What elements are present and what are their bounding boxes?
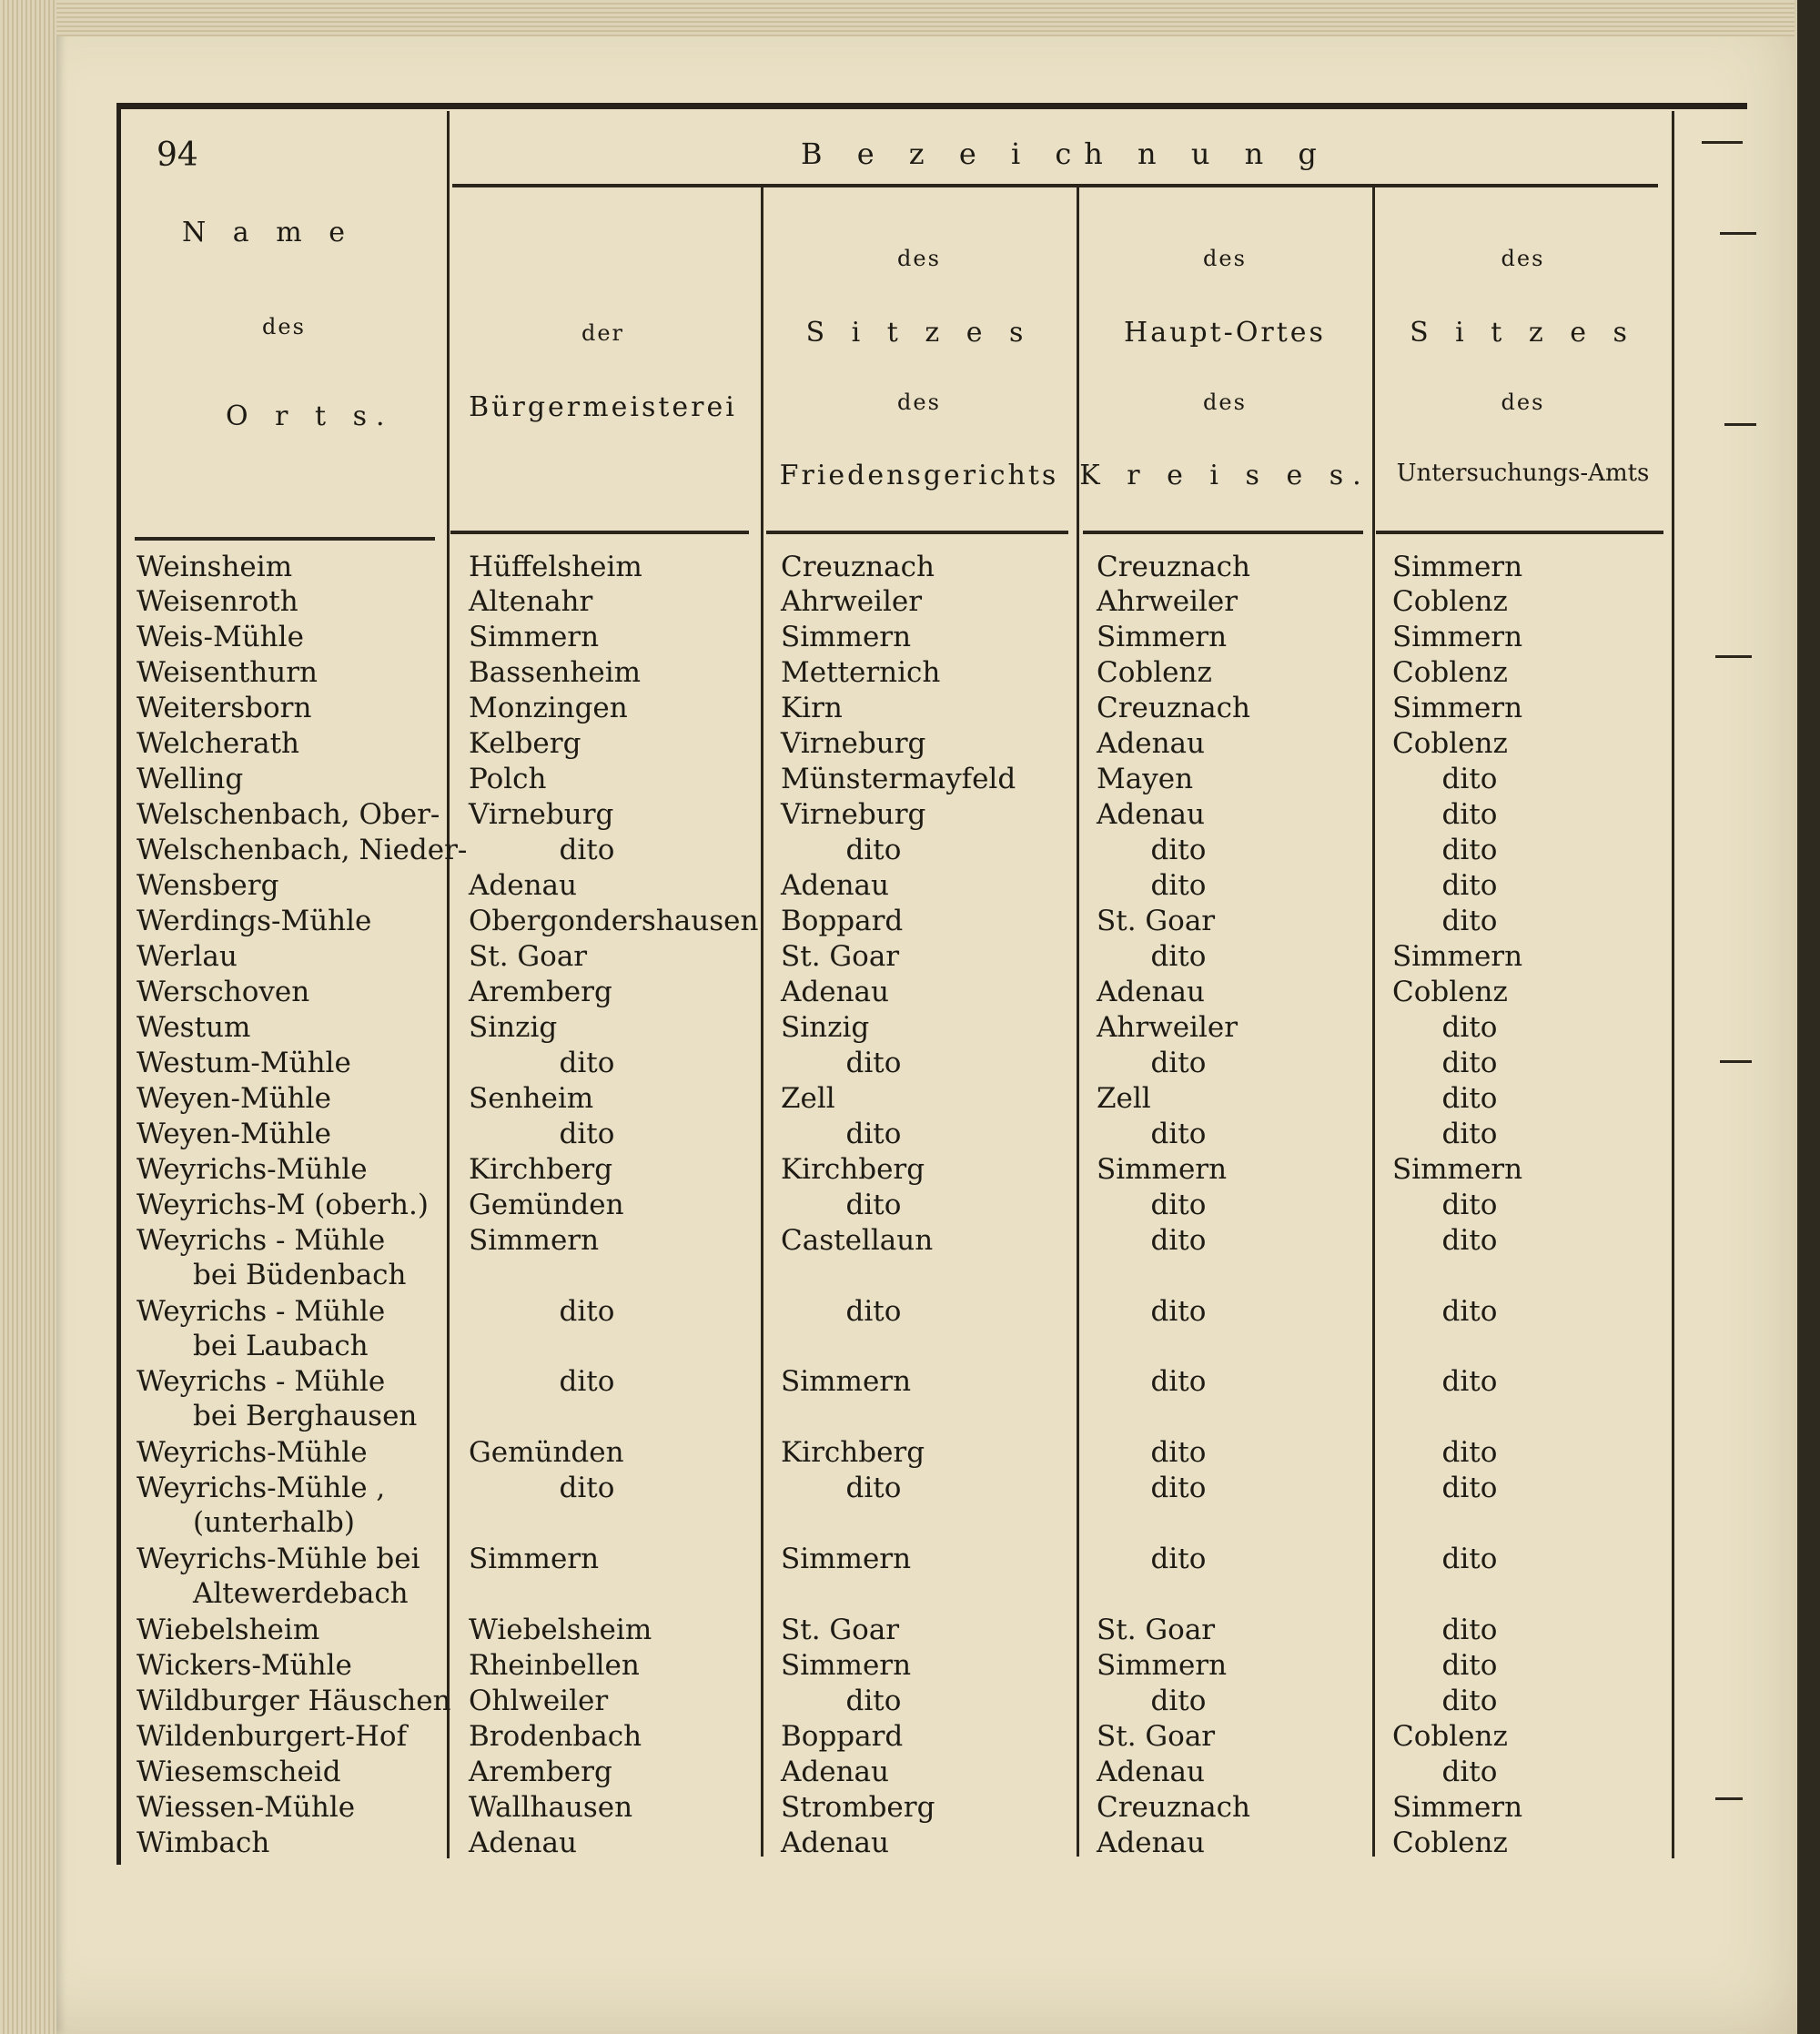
cell-friedensgericht: Simmern [781,1365,912,1398]
cell-buergermeisterei: St. Goar [469,940,588,973]
cell-friedensgericht: Stromberg [781,1791,935,1824]
cell-buergermeisterei: dito [559,1472,615,1504]
cell-untersuchungsamt: dito [1441,834,1498,866]
cell-kreis: dito [1150,1118,1207,1150]
cell-ortsname: Weyen-Mühle [136,1118,331,1150]
cell-friedensgericht: dito [845,1295,902,1328]
cell-untersuchungsamt: Simmern [1392,940,1523,973]
cell-buergermeisterei: Rheinbellen [469,1649,640,1682]
cell-untersuchungsamt: dito [1441,1685,1498,1717]
page-top-edge [56,0,1795,36]
cell-untersuchungsamt: Coblenz [1392,1720,1508,1753]
cell-ortsname-continuation: Altewerdebach [193,1577,409,1610]
cell-untersuchungsamt: dito [1441,1082,1498,1115]
cell-kreis: dito [1150,1365,1207,1398]
cell-buergermeisterei: Adenau [469,1827,577,1859]
cell-untersuchungsamt: dito [1441,1436,1498,1469]
cell-friedensgericht: dito [845,1685,902,1717]
cell-friedensgericht: dito [845,1189,902,1221]
cell-friedensgericht: Adenau [781,976,889,1008]
cell-kreis: Adenau [1097,798,1205,831]
cell-buergermeisterei: Kelberg [469,727,581,760]
cell-kreis: Creuznach [1097,551,1250,583]
cell-kreis: dito [1150,1189,1207,1221]
cell-buergermeisterei: Sinzig [469,1011,558,1044]
cell-kreis: Adenau [1097,727,1205,760]
cell-kreis: dito [1150,1047,1207,1079]
cell-untersuchungsamt: dito [1441,1756,1498,1788]
cell-untersuchungsamt: dito [1441,1224,1498,1257]
cell-untersuchungsamt: Coblenz [1392,727,1508,760]
cell-kreis: dito [1150,1472,1207,1504]
cell-ortsname: Werschoven [136,976,310,1008]
cell-kreis: dito [1150,1224,1207,1257]
header-friedensgericht-line4: Friedensgerichts [779,460,1059,491]
table-row [0,1614,1797,1648]
cell-ortsname: Weyrichs - Mühle [136,1365,386,1398]
cell-untersuchungsamt: Simmern [1392,1791,1523,1824]
header-untersuchungsamt-line1: des [1501,246,1545,271]
cell-kreis: dito [1150,1685,1207,1717]
cell-ortsname: Welling [136,763,244,795]
cell-buergermeisterei: dito [559,834,615,866]
table-row [0,1082,1797,1117]
cell-untersuchungsamt: Simmern [1392,621,1523,653]
cell-buergermeisterei: Gemünden [469,1436,624,1469]
header-rule [1376,531,1663,534]
cell-ortsname: Westum-Mühle [136,1047,351,1079]
table-row [0,1543,1797,1610]
cell-ortsname: Wiessen-Mühle [136,1791,356,1824]
cell-buergermeisterei: Senheim [469,1082,594,1115]
cell-friedensgericht: Ahrweiler [781,585,923,618]
cell-buergermeisterei: Altenahr [469,585,593,618]
cell-kreis: Adenau [1097,1756,1205,1788]
cell-kreis: dito [1150,1543,1207,1575]
header-rule [1083,531,1363,534]
cell-untersuchungsamt: Coblenz [1392,976,1508,1008]
cell-buergermeisterei: Monzingen [469,692,628,724]
header-friedensgericht-line3: des [897,390,941,415]
cell-kreis: Creuznach [1097,1791,1250,1824]
cell-kreis: dito [1150,834,1207,866]
cell-untersuchungsamt: dito [1441,1189,1498,1221]
cell-friedensgericht: Kirchberg [781,1436,925,1469]
cell-kreis: Zell [1097,1082,1151,1115]
cell-untersuchungsamt: Coblenz [1392,656,1508,689]
table-row [0,551,1797,585]
cell-ortsname: Wickers-Mühle [136,1649,352,1682]
header-rule [766,531,1068,534]
cell-buergermeisterei: Wallhausen [469,1791,633,1824]
header-hauptort-line4: K r e i s e s. [1079,460,1370,491]
cell-kreis: Simmern [1097,1649,1228,1682]
table-row [0,585,1797,620]
cell-friedensgericht: Simmern [781,1649,912,1682]
header-hauptort-line3: des [1203,390,1247,415]
cell-friedensgericht: Münstermayfeld [781,763,1016,795]
cell-untersuchungsamt: dito [1441,763,1498,795]
cell-buergermeisterei: Adenau [469,869,577,902]
table-row [0,1472,1797,1539]
cell-ortsname: Weyrichs - Mühle [136,1224,386,1257]
cell-kreis: dito [1150,869,1207,902]
header-friedensgericht-line2: S i t z e s [805,317,1033,349]
cell-friedensgericht: Kirchberg [781,1153,925,1186]
header-bezeichnung: B e z e i ch n u n g [801,137,1330,171]
cell-ortsname-continuation: bei Laubach [193,1330,369,1362]
cell-buergermeisterei: Simmern [469,621,600,653]
cell-ortsname: Welschenbach, Nieder- [136,834,468,866]
header-rule [135,537,435,541]
cell-buergermeisterei: Simmern [469,1543,600,1575]
cell-ortsname: Welcherath [136,727,299,760]
cell-untersuchungsamt: dito [1441,905,1498,937]
cell-ortsname: Wensberg [136,869,279,902]
cell-untersuchungsamt: Simmern [1392,551,1523,583]
cell-ortsname: Weyrichs-Mühle , [136,1472,386,1504]
cell-kreis: Ahrweiler [1097,1011,1239,1044]
table-row [0,1791,1797,1826]
cell-buergermeisterei: Bassenheim [469,656,642,689]
header-rule [452,184,1658,187]
cell-buergermeisterei: Aremberg [469,1756,612,1788]
header-name-line1: N a m e [182,217,354,248]
cell-kreis: dito [1150,1436,1207,1469]
cell-friedensgericht: Boppard [781,1720,904,1753]
cell-friedensgericht: Virneburg [781,798,926,831]
book-spine [1797,0,1820,2034]
table-row [0,1756,1797,1790]
table-row [0,656,1797,691]
cell-ortsname: Wildenburgert-Hof [136,1720,408,1753]
margin-mark [1724,423,1756,426]
cell-untersuchungsamt: dito [1441,1543,1498,1575]
cell-buergermeisterei: Polch [469,763,547,795]
cell-buergermeisterei: dito [559,1365,615,1398]
cell-ortsname-continuation: bei Büdenbach [193,1259,407,1291]
cell-kreis: Adenau [1097,976,1205,1008]
cell-friedensgericht: Virneburg [781,727,926,760]
cell-ortsname: Wiebelsheim [136,1614,320,1646]
header-buergermeisterei-line2: Bürgermeisterei [469,391,737,423]
cell-kreis: St. Goar [1097,1720,1216,1753]
header-untersuchungsamt-line3: des [1501,390,1545,415]
table-row [0,1047,1797,1081]
cell-ortsname: Wildburger Häuschen [136,1685,451,1717]
cell-friedensgericht: Sinzig [781,1011,870,1044]
cell-friedensgericht: Simmern [781,621,912,653]
cell-kreis: Coblenz [1097,656,1212,689]
cell-buergermeisterei: dito [559,1295,615,1328]
cell-ortsname: Welschenbach, Ober- [136,798,440,831]
header-buergermeisterei-line1: der [581,320,625,346]
cell-ortsname: Werdings-Mühle [136,905,372,937]
header-rule [450,531,749,534]
cell-kreis: Adenau [1097,1827,1205,1859]
header-untersuchungsamt-line2: S i t z e s [1410,317,1636,349]
cell-kreis: Ahrweiler [1097,585,1239,618]
header-name-line2: des [262,314,306,339]
cell-friedensgericht: dito [845,1472,902,1504]
cell-buergermeisterei: Gemünden [469,1189,624,1221]
cell-buergermeisterei: dito [559,1118,615,1150]
cell-ortsname-continuation: (unterhalb) [193,1506,355,1539]
cell-kreis: Mayen [1097,763,1194,795]
table-row [0,692,1797,726]
cell-friedensgericht: Boppard [781,905,904,937]
cell-ortsname: Weyrichs-Mühle bei [136,1543,420,1575]
cell-friedensgericht: Creuznach [781,551,935,583]
header-hauptort-line2: Haupt-Ortes [1124,317,1326,349]
table-row [0,1224,1797,1291]
table-row [0,1153,1797,1188]
cell-buergermeisterei: Kirchberg [469,1153,613,1186]
cell-untersuchungsamt: dito [1441,869,1498,902]
table-row [0,763,1797,797]
cell-friedensgericht: Metternich [781,656,941,689]
cell-ortsname: Weyrichs-M (oberh.) [136,1189,429,1221]
table-row [0,1295,1797,1362]
margin-mark [1720,232,1756,235]
table-row [0,940,1797,975]
cell-ortsname: Weis-Mühle [136,621,304,653]
cell-buergermeisterei: Hüffelsheim [469,551,642,583]
cell-ortsname: Werlau [136,940,238,973]
table-row [0,869,1797,904]
cell-kreis: St. Goar [1097,905,1216,937]
table-row [0,1118,1797,1152]
cell-buergermeisterei: Simmern [469,1224,600,1257]
cell-friedensgericht: Zell [781,1082,835,1115]
table-row [0,905,1797,939]
table-row [0,976,1797,1010]
cell-kreis: Creuznach [1097,692,1250,724]
cell-ortsname: Westum [136,1011,251,1044]
table-row [0,1189,1797,1223]
cell-ortsname-continuation: bei Berghausen [193,1400,418,1432]
cell-untersuchungsamt: dito [1441,1011,1498,1044]
cell-ortsname: Weitersborn [136,692,312,724]
cell-ortsname: Wimbach [136,1827,270,1859]
cell-untersuchungsamt: dito [1441,1118,1498,1150]
cell-friedensgericht: St. Goar [781,940,900,973]
cell-ortsname: Weyrichs-Mühle [136,1153,368,1186]
cell-untersuchungsamt: Coblenz [1392,1827,1508,1859]
cell-ortsname: Weyen-Mühle [136,1082,331,1115]
header-name-line3: O r t s. [226,400,394,432]
cell-buergermeisterei: Aremberg [469,976,612,1008]
cell-friedensgericht: dito [845,1118,902,1150]
cell-friedensgericht: Kirn [781,692,843,724]
header-untersuchungsamt-line4: Untersuchungs-Amts [1396,460,1650,487]
table-row [0,1365,1797,1432]
table-row [0,1649,1797,1684]
table-row [0,621,1797,655]
cell-kreis: dito [1150,1295,1207,1328]
table-row [0,834,1797,868]
cell-ortsname: Weisenroth [136,585,298,618]
cell-friedensgericht: dito [845,834,902,866]
cell-buergermeisterei: Ohlweiler [469,1685,609,1717]
cell-ortsname: Weyrichs - Mühle [136,1295,386,1328]
cell-untersuchungsamt: dito [1441,1047,1498,1079]
cell-ortsname: Weinsheim [136,551,293,583]
cell-untersuchungsamt: dito [1441,1295,1498,1328]
page-number: 94 [157,137,198,174]
cell-untersuchungsamt: dito [1441,1649,1498,1682]
cell-untersuchungsamt: dito [1441,798,1498,831]
cell-untersuchungsamt: Simmern [1392,692,1523,724]
cell-friedensgericht: St. Goar [781,1614,900,1646]
cell-untersuchungsamt: dito [1441,1472,1498,1504]
table-row [0,1011,1797,1046]
cell-kreis: dito [1150,940,1207,973]
table-row [0,1827,1797,1861]
cell-kreis: St. Goar [1097,1614,1216,1646]
cell-buergermeisterei: dito [559,1047,615,1079]
cell-friedensgericht: Adenau [781,1756,889,1788]
cell-friedensgericht: Simmern [781,1543,912,1575]
cell-buergermeisterei: Brodenbach [469,1720,642,1753]
cell-friedensgericht: Castellaun [781,1224,934,1257]
header-hauptort-line1: des [1203,246,1247,271]
cell-untersuchungsamt: Simmern [1392,1153,1523,1186]
cell-friedensgericht: Adenau [781,1827,889,1859]
table-row [0,1720,1797,1755]
cell-untersuchungsamt: Coblenz [1392,585,1508,618]
cell-untersuchungsamt: dito [1441,1365,1498,1398]
cell-ortsname: Wiesemscheid [136,1756,341,1788]
table-row [0,798,1797,833]
margin-mark [1702,141,1743,144]
cell-buergermeisterei: Obergondershausen [469,905,759,937]
cell-buergermeisterei: Wiebelsheim [469,1614,652,1646]
table-row [0,1436,1797,1471]
cell-friedensgericht: dito [845,1047,902,1079]
cell-buergermeisterei: Virneburg [469,798,614,831]
cell-friedensgericht: Adenau [781,869,889,902]
table-row [0,1685,1797,1719]
cell-kreis: Simmern [1097,1153,1228,1186]
cell-ortsname: Weisenthurn [136,656,318,689]
cell-kreis: Simmern [1097,621,1228,653]
table-row [0,727,1797,762]
cell-untersuchungsamt: dito [1441,1614,1498,1646]
header-friedensgericht-line1: des [897,246,941,271]
cell-ortsname: Weyrichs-Mühle [136,1436,368,1469]
